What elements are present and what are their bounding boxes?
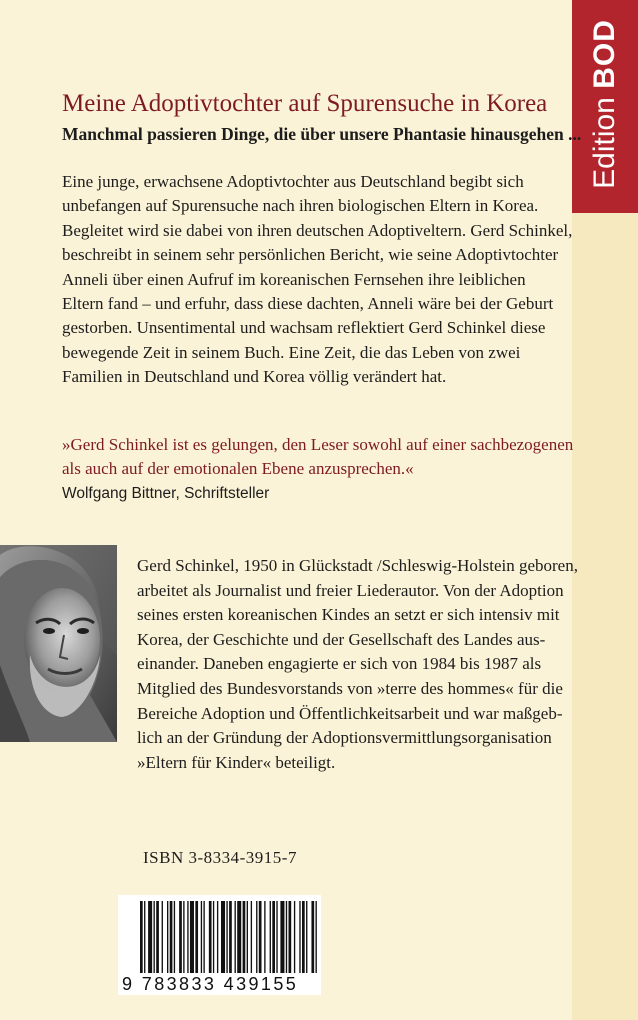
blurb-line: Begleitet wird sie dabei von ihren deutschen Adoptiveltern. Gerd Schinkel, bbox=[62, 220, 573, 240]
quote-line: als auch auf der emotionalen Ebene anzusprechen.« bbox=[62, 459, 414, 479]
quote-attribution: Wolfgang Bittner, Schriftsteller bbox=[62, 485, 270, 502]
barcode bbox=[118, 895, 321, 995]
barcode-bar bbox=[148, 901, 152, 973]
isbn-number: ISBN 3-8334-3915-7 bbox=[143, 848, 297, 867]
barcode-bar bbox=[270, 901, 271, 973]
barcode-bar bbox=[294, 901, 295, 973]
barcode-bar bbox=[203, 901, 204, 973]
publisher-logo-prefix: Edition bbox=[588, 88, 621, 189]
barcode-bar bbox=[226, 901, 227, 973]
barcode-bar bbox=[237, 901, 241, 973]
barcode-bar bbox=[264, 901, 265, 973]
barcode-bar bbox=[156, 901, 159, 973]
barcode-bar bbox=[302, 901, 305, 973]
barcode-bar bbox=[190, 901, 194, 973]
barcode-bar bbox=[311, 901, 314, 973]
barcode-bar bbox=[213, 901, 214, 973]
blurb-line: gestorben. Unsentimental und wachsam reflektiert Gerd Schinkel diese bbox=[62, 318, 546, 338]
barcode-bar bbox=[306, 901, 307, 973]
bio-line: Mitglied des Bundesvorstands von »terre des hommes« für die bbox=[137, 678, 563, 698]
bio-line: »Eltern für Kinder« beteiligt. bbox=[137, 752, 336, 772]
barcode-bar bbox=[170, 901, 173, 973]
author-portrait-image bbox=[0, 545, 117, 742]
barcode-bar bbox=[221, 901, 225, 973]
barcode-bar bbox=[167, 901, 168, 973]
barcode-bar bbox=[140, 901, 143, 973]
barcode-bar bbox=[259, 901, 262, 973]
barcode-bar bbox=[195, 901, 198, 973]
barcode-bar bbox=[235, 901, 236, 973]
barcode-bar bbox=[217, 901, 218, 973]
barcode-bar bbox=[154, 901, 155, 973]
barcode-bar bbox=[187, 901, 188, 973]
quote-line: »Gerd Schinkel ist es gelungen, den Leser sowohl auf einer sachbezogenen bbox=[62, 435, 574, 454]
barcode-bar bbox=[316, 901, 317, 973]
barcode-bar bbox=[144, 901, 145, 973]
bio-line: seines ersten koreanischen Kindes an setzt er sich intensiv mit bbox=[137, 605, 560, 625]
blurb-line: Eltern fand – und erfuhr, dass diese dachten, Anneli wäre bei der Geburt bbox=[62, 294, 554, 314]
blurb-line: bewegende Zeit in seinem Buch. Eine Zeit, die das Leben von zwei bbox=[62, 342, 521, 362]
blurb-line: beschreibt in seinem sehr persönlichen Bericht, wie seine Adoptivtochter bbox=[62, 245, 559, 265]
blurb-line: Anneli über einen Aufruf im koreanischen Fernsehen ihre leiblichen bbox=[62, 269, 526, 289]
barcode-bar bbox=[229, 901, 232, 973]
bio-line: arbeitet als Journalist und freier Liederautor. Von der Adoption bbox=[137, 580, 564, 600]
barcode-bar bbox=[162, 901, 163, 973]
barcode-bar bbox=[179, 901, 182, 973]
barcode-bar bbox=[174, 901, 175, 973]
barcode-bar bbox=[280, 901, 284, 973]
barcode-bar bbox=[289, 901, 292, 973]
review-quote bbox=[62, 433, 573, 482]
blurb-line: unbefangen auf Spurensuche nach ihren biologischen Eltern in Korea. bbox=[62, 196, 539, 216]
publisher-logo bbox=[588, 19, 622, 189]
barcode-bar bbox=[201, 901, 202, 973]
barcode-bar bbox=[256, 901, 257, 973]
barcode-bar bbox=[276, 901, 277, 973]
bio-line: Korea, der Geschichte und der Gesellschaft des Landes aus- bbox=[137, 629, 546, 649]
bio-line: Gerd Schinkel, 1950 in Glückstadt /Schleswig-Holstein geboren, bbox=[137, 556, 578, 575]
barcode-bar bbox=[286, 901, 287, 973]
bio-line: lich an der Gründung der Adoptionsvermittlungsorganisation bbox=[137, 728, 552, 748]
barcode-bar bbox=[243, 901, 246, 973]
barcode-bar bbox=[299, 901, 300, 973]
barcode-bar bbox=[209, 901, 212, 973]
book-subtitle: Manchmal passieren Dinge, die über unsere Phantasie hinausgehen ... bbox=[62, 124, 582, 144]
bio-line: Bereiche Adoption und Öffentlichkeitsarbeit und war maßgeb- bbox=[137, 703, 563, 723]
bio-line: einander. Daneben engagierte er sich von 1984 bis 1987 als bbox=[137, 654, 542, 674]
blurb-line: Familien in Deutschland und Korea völlig verändert hat. bbox=[62, 367, 447, 387]
publisher-logo-brand: BOD bbox=[588, 19, 621, 89]
book-title: Meine Adoptivtochter auf Spurensuche in Korea bbox=[62, 90, 548, 117]
blurb-line: Eine junge, erwachsene Adoptivtochter aus Deutschland begibt sich bbox=[62, 172, 524, 191]
barcode-digits: 9 783833 439155 bbox=[122, 974, 299, 994]
author-photo bbox=[0, 545, 117, 742]
barcode-bar bbox=[247, 901, 248, 973]
book-blurb bbox=[62, 170, 582, 390]
barcode-bar bbox=[183, 901, 184, 973]
barcode-bar bbox=[272, 901, 275, 973]
author-bio bbox=[137, 554, 578, 775]
barcode-bar bbox=[251, 901, 252, 973]
